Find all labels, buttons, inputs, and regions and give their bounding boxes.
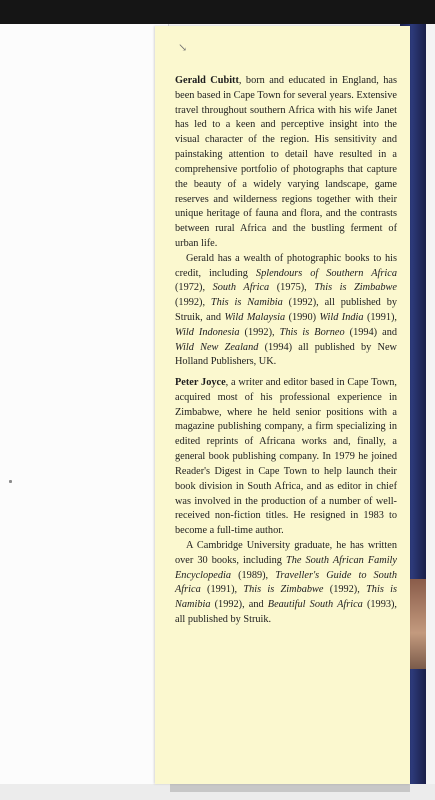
peter-bio-paragraph-1 (175, 376, 397, 539)
gerald-bio-text: , born and educated in England, has been based in Cape Town for several years. Extensive travel throughout southern Africa with his wife Janet has led to a keen and perceptive insight into the visual character of the region. His sensitivity and painstaking attention to detail have resulted in a comprehensive portfolio of photographs that capture the beauty of a widely varying landscape, game reserves and wilderness regions together with their unique heritage of fauna and flora, and the contrasts between rural Africa and the bustling ferment of urban life. (175, 75, 397, 249)
book-title: South Africa (212, 282, 270, 294)
book-title: Wild New Zealand (175, 341, 259, 353)
bio-text-run: A Cambridge University graduate, he has written over 30 books, including (175, 539, 397, 566)
paper-speck (9, 480, 12, 483)
scanner-bottom-edge (0, 784, 435, 800)
book-title: Splendours of Southern Africa (255, 267, 397, 279)
peter-bio-text: , a writer and editor based in Cape Town, acquired most of his professional experience in Zimbabwe, where he held senior positions with a magazine publishing company, a firm specializing in edited reprints of Africana works and, finally, a general book publishing company. In 1979 he joined Reader's Digest in Cape Town to help launch their book division in South Africa, and as editor in chief was involved in the production of a number of well-received non-fiction titles. He resigned in 1983 to become a full-time author. (175, 377, 397, 537)
peter-joyce-bio (175, 376, 397, 628)
bio-text-run: (1972), (175, 282, 213, 294)
book-title: Wild Malaysia (224, 312, 286, 323)
bio-text-run: (1991), (363, 312, 397, 323)
book-title: Beautiful South Africa (267, 599, 363, 611)
book-title: This is Zimbabwe (243, 584, 324, 596)
bio-text-run: (1990) (285, 312, 320, 323)
dust-jacket-flap (155, 26, 410, 784)
book-title: This is Borneo (279, 326, 345, 338)
bio-text-run: (1992), (323, 584, 367, 596)
gerald-bio-paragraph-2 (175, 252, 397, 371)
bio-text-run: (1992), (175, 297, 211, 309)
bio-text-run: Gerald has a wealth of photographic books to his credit, including (175, 252, 397, 279)
bio-text-run: (1994) all published by New Holland Publishers, UK. (175, 341, 397, 368)
author-name-gerald: Gerald Cubitt (175, 75, 239, 86)
book-title: Traveller's Guide to South Africa (175, 569, 397, 596)
bio-text-run: (1994) and (344, 326, 397, 338)
scanner-top-edge (0, 0, 435, 24)
bio-text-run: (1992), all published by Struik, and (175, 297, 398, 323)
gerald-cubitt-bio (175, 74, 397, 370)
bio-text-run: (1992), (239, 326, 280, 338)
book-title: Wild Indonesia (175, 326, 240, 338)
bio-text-run: (1993), all published by Struik. (175, 599, 397, 625)
book-title: Wild India (319, 312, 364, 323)
peter-bio-paragraph-2 (175, 539, 397, 628)
shadow-band (170, 784, 410, 792)
pencil-mark: ↘ (178, 42, 188, 54)
bio-text-run: (1992), and (210, 599, 268, 611)
bio-text-run: (1975), (269, 282, 315, 294)
book-title: The South African Family Encyclopedia (175, 554, 397, 581)
book-title: This is Namibia (175, 584, 397, 611)
book-title: This is Namibia (210, 297, 283, 309)
bio-text-run: (1989), (231, 569, 276, 581)
bio-text-run: (1991), (200, 584, 244, 596)
gerald-bio-paragraph-1 (175, 74, 397, 252)
book-title: This is Zimbabwe (314, 282, 397, 294)
book-inner-page (0, 24, 169, 784)
author-name-peter: Peter Joyce (175, 377, 226, 388)
